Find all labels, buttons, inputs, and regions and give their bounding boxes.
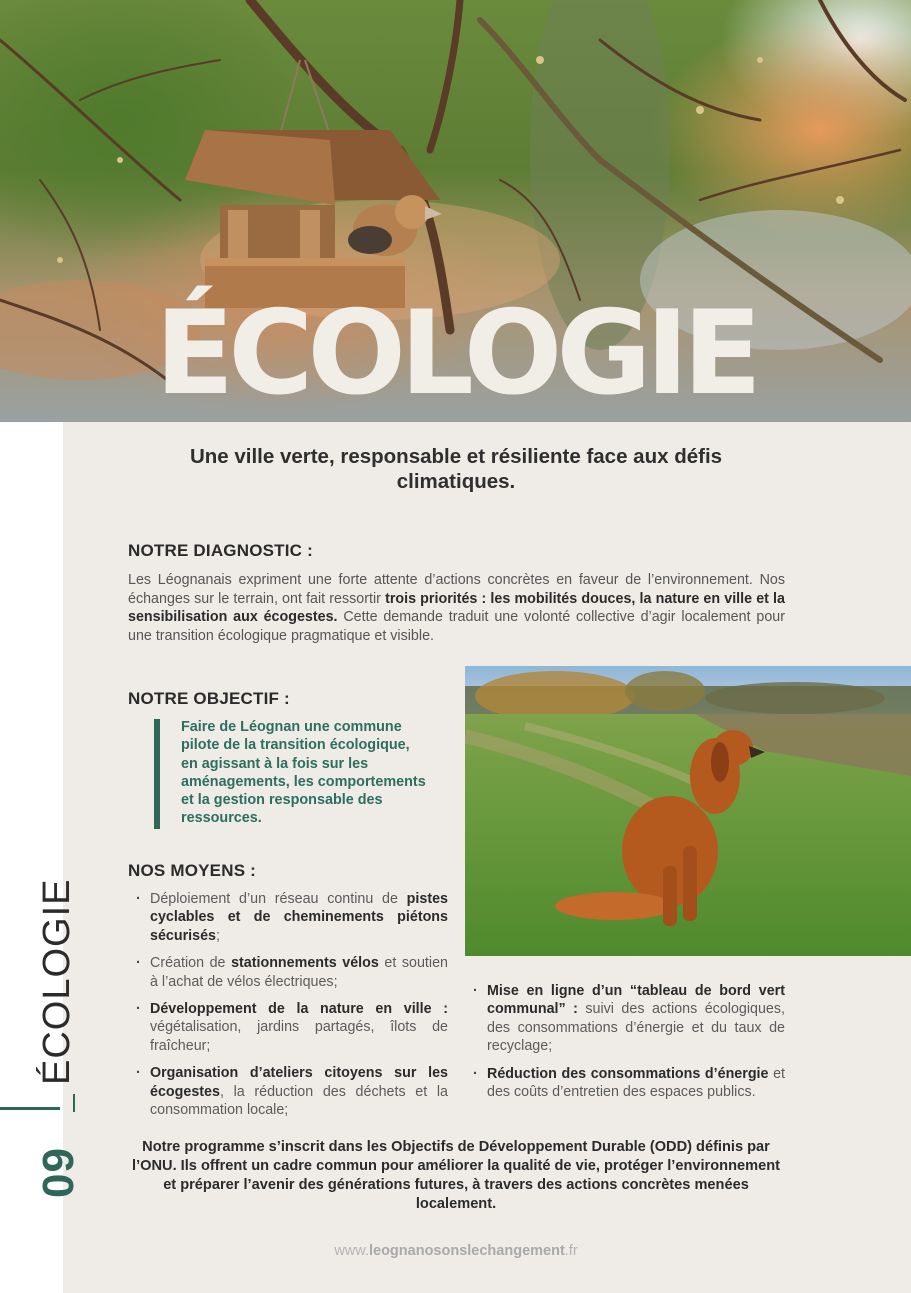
means-list-right	[465, 982, 785, 1110]
means-item-text: végétalisation, jardins partagés, îlots de fraîcheur;	[150, 1019, 448, 1054]
dog-field-illustration	[465, 666, 911, 956]
means-list-left	[128, 890, 448, 1128]
side-section-label: ÉCOLOGIE	[36, 878, 78, 1085]
means-item-text: Déploiement d’un réseau continu de	[150, 891, 407, 907]
side-accent-tick	[73, 1094, 75, 1112]
means-item-bold: Développement de la nature en ville :	[150, 1001, 448, 1018]
means-item-text: Création de	[150, 955, 232, 972]
diagnostic-heading: NOTRE DIAGNOSTIC :	[128, 541, 313, 560]
means-item-bold: Organisation d’ateliers citoyens sur les écogestes	[150, 1065, 448, 1100]
list-item	[128, 1064, 448, 1119]
website-link[interactable]	[128, 1243, 784, 1259]
means-item-bold: stationnements vélos	[231, 955, 379, 972]
list-item	[465, 1065, 785, 1102]
list-item	[465, 982, 785, 1056]
means-heading: NOS MOYENS :	[128, 861, 257, 880]
hero-title: ÉCOLOGIE	[155, 286, 756, 421]
means-item-text: et soutien à l’achat de vélos électriques;	[150, 955, 448, 990]
list-item	[128, 1000, 448, 1055]
url-domain: leognanosonslechangement	[368, 1243, 565, 1259]
means-item-bold: pistes cyclables et de cheminements piétons sécurisés	[150, 891, 448, 944]
diagnostic-text-priorities: trois priorités : les mobilités douces, la nature en ville et la sensibilisation aux écogestes.	[128, 590, 785, 625]
dog-field-photo	[465, 666, 911, 956]
url-suffix: .fr	[564, 1243, 578, 1259]
list-item	[128, 890, 448, 945]
objective-accent-bar	[154, 719, 160, 829]
objective-heading: NOTRE OBJECTIF :	[128, 689, 290, 708]
diagnostic-text-part1: Les Léognanais expriment une forte attente d’actions concrètes en faveur de l’environnement. Nos échanges sur le terrain, ont fait ressortir	[128, 572, 785, 607]
means-item-text: , la réduction des déchets et la consommation locale;	[150, 1083, 448, 1119]
url-prefix: www.	[334, 1243, 369, 1259]
means-item-text: ;	[215, 927, 220, 944]
means-item-bold: Réduction des consommations d’énergie	[487, 1065, 769, 1082]
side-accent-line	[0, 1107, 60, 1110]
means-item-bold: Mise en ligne d’un “tableau de bord vert communal” :	[487, 983, 785, 1018]
page-subtitle: Une ville verte, responsable et résiliente face aux défis climatiques.	[189, 445, 723, 493]
means-item-text: et des coûts d’entretien des espaces publics.	[487, 1065, 785, 1101]
objective-text: Faire de Léognan une commune pilote de la transition écologique, en agissant à la fois sur les aménagements, les comportements et la gestion responsable des ressources.	[181, 719, 426, 827]
hero-photo	[0, 0, 911, 422]
means-item-text: suivi des actions écologiques, des consommations d’énergie et du taux de recyclage;	[487, 1001, 785, 1055]
page-number: 09	[34, 1147, 83, 1198]
closing-paragraph: Notre programme s’inscrit dans les Objectifs de Développement Durable (ODD) définis par l’ONU. Ils offrent un cadre commun pour améliorer la qualité de vie, protéger l’environnement et préparer l’avenir des générations futures, à travers des actions concrètes menées localement.	[132, 1139, 780, 1212]
diagnostic-text	[128, 571, 785, 645]
list-item	[128, 954, 448, 991]
diagnostic-text-part2: Cette demande traduit une volonté collective d’agir localement pour une transition écologique pragmatique et visible.	[128, 609, 785, 644]
